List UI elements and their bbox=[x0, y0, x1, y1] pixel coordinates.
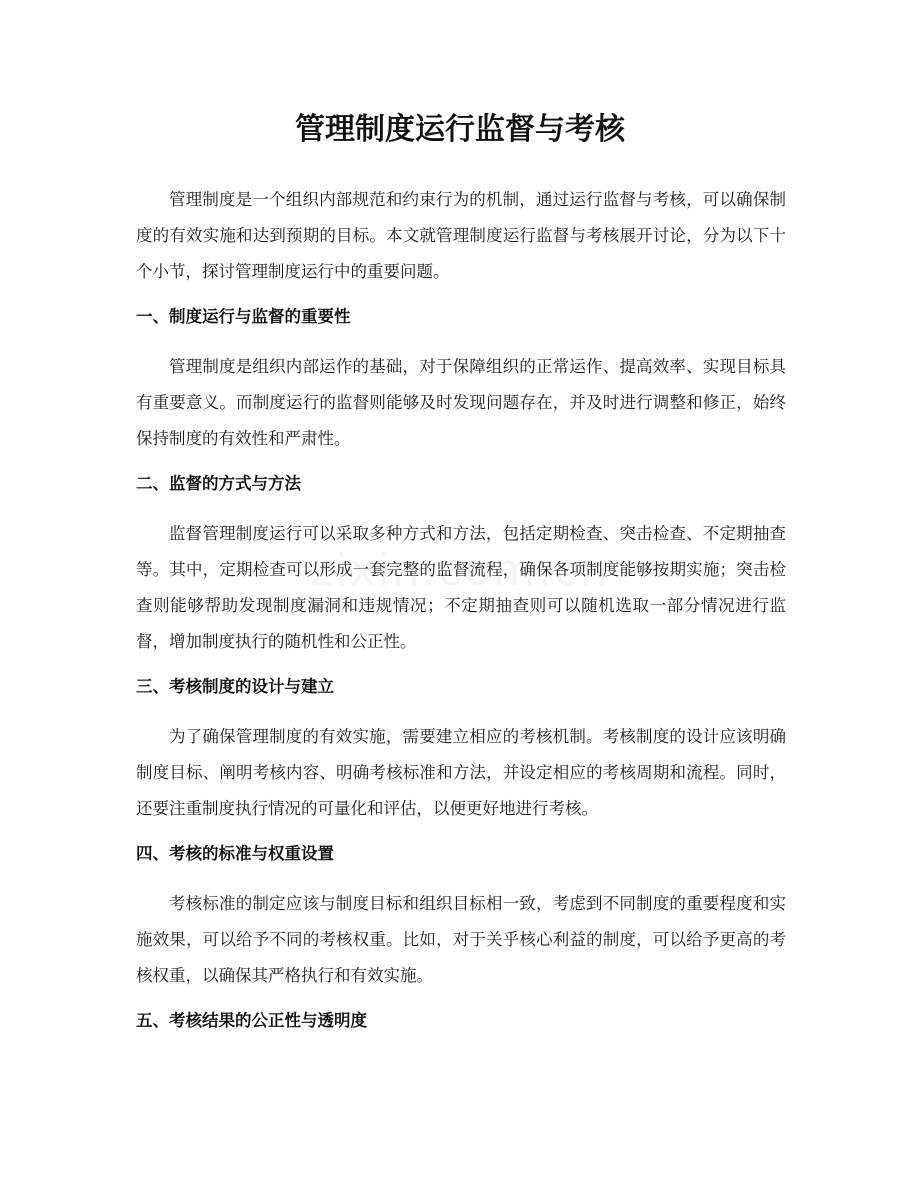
section-1-paragraph: 管理制度是组织内部运作的基础，对于保障组织的正常运作、提高效率、实现目标具有重要意义。而制度运行的监督则能够及时发现问题存在，并及时进行调整和修正，始终保持制度的有效性和严肃性。 bbox=[136, 357, 786, 448]
section-2-heading: 二、监督的方式与方法 bbox=[136, 474, 301, 493]
section-5-heading: 五、考核结果的公正性与透明度 bbox=[136, 1011, 367, 1030]
section-3-heading: 三、考核制度的设计与建立 bbox=[136, 677, 334, 696]
intro-paragraph: 管理制度是一个组织内部规范和约束行为的机制，通过运行监督与考核，可以确保制度的有效实施和达到预期的目标。本文就管理制度运行监督与考核展开讨论，分为以下十个小节，探讨管理制度运行中的重要问题。 bbox=[136, 190, 786, 281]
section-4-paragraph: 考核标准的制定应该与制度目标和组织目标相一致，考虑到不同制度的重要程度和实施效果，可以给予不同的考核权重。比如，对于关乎核心利益的制度，可以给予更高的考核权重，以确保其严格执行和有效实施。 bbox=[136, 894, 786, 985]
section-4-heading: 四、考核的标准与权重设置 bbox=[136, 844, 334, 863]
document-body bbox=[136, 182, 786, 1039]
document-title: 管理制度运行监督与考核 bbox=[295, 112, 625, 147]
section-3-paragraph: 为了确保管理制度的有效实施，需要建立相应的考核机制。考核制度的设计应该明确制度目标、阐明考核内容、明确考核标准和方法，并设定相应的考核周期和流程。同时，还要注重制度执行情况的可量化和评估，以便更好地进行考核。 bbox=[136, 727, 786, 818]
section-1-heading: 一、制度运行与监督的重要性 bbox=[136, 307, 351, 326]
section-2-paragraph: 监督管理制度运行可以采取多种方式和方法，包括定期检查、突击检查、不定期抽查等。其中，定期检查可以形成一套完整的监督流程，确保各项制度能够按期实施；突击检查则能够帮助发现制度漏洞和违规情况；不定期抽查则可以随机选取一部分情况进行监督，增加制度执行的随机性和公正性。 bbox=[136, 524, 786, 651]
